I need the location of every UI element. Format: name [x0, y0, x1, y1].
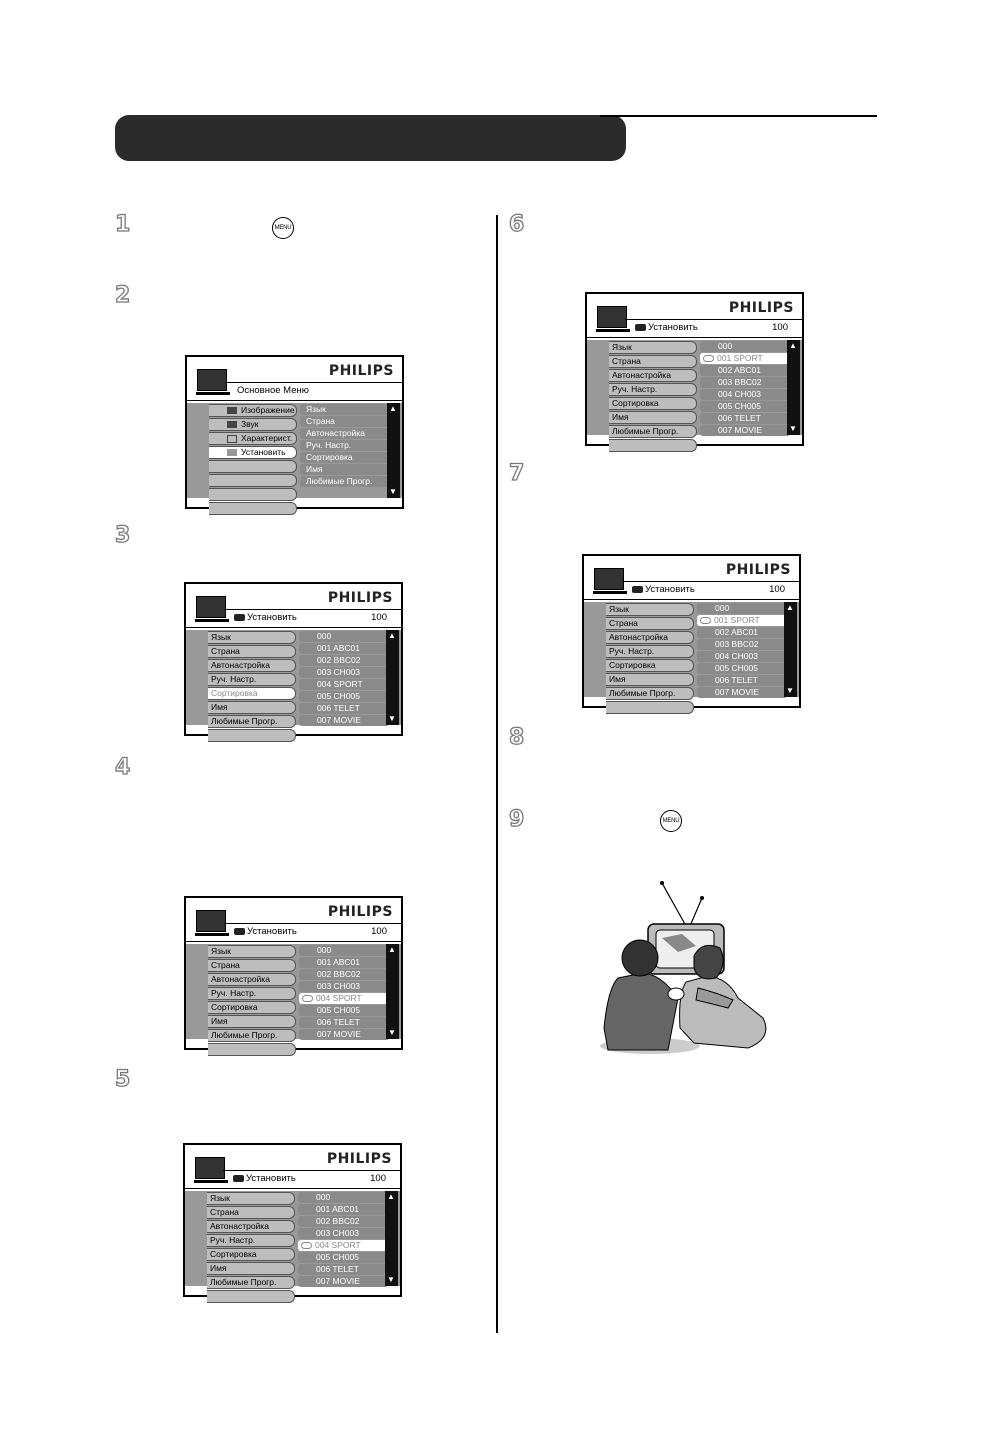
- header-line-2: [186, 627, 401, 628]
- scroll-up-icon[interactable]: ▲: [387, 1192, 395, 1201]
- step-number-6: 6: [509, 212, 525, 237]
- menu-body: [186, 944, 401, 1039]
- channel-item[interactable]: 002 BBC02: [299, 655, 389, 666]
- channel-item[interactable]: 000: [299, 631, 389, 642]
- channel-item[interactable]: [697, 615, 787, 626]
- channel-item[interactable]: 006 TELET: [299, 703, 389, 714]
- menu-title: [233, 1173, 296, 1184]
- menu-item-empty: [209, 460, 297, 473]
- channel-list: [697, 603, 787, 699]
- channel-item[interactable]: 003 CH003: [299, 667, 389, 678]
- menu-item[interactable]: Страна: [609, 355, 697, 368]
- scrollbar[interactable]: [385, 1191, 398, 1286]
- scroll-down-icon[interactable]: ▼: [786, 686, 794, 695]
- header-line-2: [187, 400, 402, 401]
- scroll-up-icon[interactable]: ▲: [388, 945, 396, 954]
- tv-icon: [195, 1157, 225, 1179]
- channel-item[interactable]: 002 BBC02: [299, 969, 389, 980]
- channel-item[interactable]: [298, 1240, 388, 1251]
- submenu-item-language[interactable]: Язык: [300, 404, 390, 415]
- menu-title-text: Установить: [645, 584, 695, 595]
- channel-item[interactable]: 007 MOVIE: [298, 1276, 388, 1287]
- scroll-up-icon[interactable]: ▲: [786, 603, 794, 612]
- channel-number: 100: [772, 322, 788, 333]
- menu-item[interactable]: Сортировка: [207, 1248, 295, 1261]
- channel-item[interactable]: 004 CH003: [697, 651, 787, 662]
- tv-icon: [196, 596, 226, 618]
- settings-icon: [233, 1175, 244, 1182]
- menu-item[interactable]: Сортировка: [606, 659, 694, 672]
- step-number-9: 9: [509, 807, 525, 832]
- menu-item-label: Характерист.: [241, 433, 293, 443]
- menu-item[interactable]: Язык: [208, 945, 296, 958]
- menu-body: [186, 630, 401, 725]
- speaker-icon: [227, 421, 237, 428]
- channel-item[interactable]: 005 CH005: [697, 663, 787, 674]
- menu-item-sound[interactable]: [209, 418, 297, 431]
- menu-item[interactable]: Любимые Прогр.: [207, 1276, 295, 1289]
- header-line: [622, 581, 799, 582]
- channel-item[interactable]: 005 CH005: [299, 1005, 389, 1016]
- menu-body: [587, 340, 802, 435]
- screen-install-step5: [183, 1143, 402, 1297]
- menu-title: Основное Меню: [237, 385, 309, 396]
- top-rule: [600, 115, 877, 117]
- tv-icon: [197, 369, 227, 391]
- step-number-8: 8: [509, 725, 525, 750]
- step-number-5: 5: [115, 1067, 131, 1092]
- scroll-down-icon[interactable]: ▼: [387, 1275, 395, 1284]
- header-line: [225, 382, 402, 383]
- channel-item[interactable]: [299, 993, 389, 1004]
- menu-body: [187, 403, 402, 498]
- channel-list: [700, 341, 790, 437]
- menu-item[interactable]: Страна: [208, 959, 296, 972]
- menu-item-empty: [208, 1043, 296, 1056]
- scroll-down-icon[interactable]: ▼: [388, 1028, 396, 1037]
- channel-item[interactable]: 001 ABC01: [299, 643, 389, 654]
- menu-item[interactable]: Любимые Прогр.: [208, 715, 296, 728]
- submenu-item-autotune[interactable]: Автонастройка: [300, 428, 390, 439]
- children-watching-tv-illustration: [598, 878, 798, 1058]
- settings-icon: [234, 614, 245, 621]
- column-divider: [496, 215, 498, 1333]
- menu-title: [234, 612, 297, 623]
- menu-title: [632, 584, 695, 595]
- menu-item-label: Звук: [241, 419, 259, 429]
- submenu-item-manual-tune[interactable]: Руч. Настр.: [300, 440, 390, 451]
- menu-item-install[interactable]: [209, 446, 297, 459]
- header-line: [224, 923, 401, 924]
- scrollbar[interactable]: [787, 340, 800, 435]
- menu-item[interactable]: Автонастройка: [208, 659, 296, 672]
- tv-icon: [597, 306, 627, 328]
- menu-item[interactable]: Язык: [208, 631, 296, 644]
- channel-item[interactable]: 002 BBC02: [298, 1216, 388, 1227]
- screen-main-menu: [185, 355, 404, 509]
- philips-logo: PHILIPS: [327, 904, 393, 920]
- menu-item[interactable]: Руч. Настр.: [208, 987, 296, 1000]
- menu-item[interactable]: Любимые Прогр.: [609, 425, 697, 438]
- step-number-2: 2: [115, 283, 131, 308]
- section-title-bar: [115, 115, 626, 161]
- menu-body: [584, 602, 799, 697]
- screen-install-step3: [184, 582, 403, 736]
- philips-logo: PHILIPS: [725, 562, 791, 578]
- menu-left-column: [208, 631, 296, 743]
- channel-item[interactable]: 005 CH005: [299, 691, 389, 702]
- scroll-down-icon[interactable]: ▼: [389, 487, 397, 496]
- screen-install-step7: [582, 554, 801, 708]
- menu-item[interactable]: Язык: [609, 341, 697, 354]
- scrollbar[interactable]: [387, 403, 400, 498]
- header-line-2: [186, 941, 401, 942]
- menu-item[interactable]: Сортировка: [208, 687, 296, 700]
- star-icon: [227, 435, 237, 443]
- channel-item[interactable]: 007 MOVIE: [299, 1029, 389, 1040]
- menu-item-features[interactable]: [209, 432, 297, 445]
- menu-item[interactable]: Автонастройка: [609, 369, 697, 382]
- move-cursor-icon: [302, 995, 313, 1002]
- scroll-up-icon[interactable]: ▲: [789, 341, 797, 350]
- channel-item[interactable]: 003 CH003: [299, 981, 389, 992]
- menu-item[interactable]: Сортировка: [609, 397, 697, 410]
- channel-number: 100: [769, 584, 785, 595]
- scrollbar[interactable]: [386, 944, 399, 1039]
- channel-item[interactable]: 007 MOVIE: [697, 687, 787, 698]
- step-number-7: 7: [509, 461, 525, 486]
- menu-item[interactable]: Руч. Настр.: [207, 1234, 295, 1247]
- submenu-item-country[interactable]: Страна: [300, 416, 390, 427]
- channel-label: 004 SPORT: [315, 1240, 361, 1250]
- menu-left-column: [207, 1192, 295, 1304]
- menu-left-column: [209, 404, 297, 516]
- menu-item[interactable]: Любимые Прогр.: [208, 1029, 296, 1042]
- menu-item[interactable]: Язык: [207, 1192, 295, 1205]
- menu-item[interactable]: Автонастройка: [606, 631, 694, 644]
- menu-item[interactable]: Язык: [606, 603, 694, 616]
- channel-number: 100: [371, 926, 387, 937]
- menu-title-text: Установить: [648, 322, 698, 333]
- channel-item[interactable]: 002 ABC01: [697, 627, 787, 638]
- menu-item[interactable]: Руч. Настр.: [606, 645, 694, 658]
- scroll-down-icon[interactable]: ▼: [388, 714, 396, 723]
- step-number-3: 3: [115, 523, 131, 548]
- step-number-1: 1: [115, 212, 131, 237]
- channel-item[interactable]: 001 ABC01: [298, 1204, 388, 1215]
- menu-item[interactable]: Сортировка: [208, 1001, 296, 1014]
- scroll-up-icon[interactable]: ▲: [388, 631, 396, 640]
- screen-install-step6: [585, 292, 804, 446]
- menu-left-column: [208, 945, 296, 1057]
- menu-item[interactable]: Имя: [609, 411, 697, 424]
- menu-item[interactable]: Страна: [207, 1206, 295, 1219]
- header-line-2: [587, 337, 802, 338]
- philips-logo: PHILIPS: [728, 300, 794, 316]
- channel-item[interactable]: [700, 353, 790, 364]
- move-cursor-icon: [703, 355, 714, 362]
- channel-item[interactable]: 002 ABC01: [700, 365, 790, 376]
- screen-install-step4: [184, 896, 403, 1050]
- tv-icon: [594, 568, 624, 590]
- menu-item-label: Установить: [241, 447, 286, 457]
- scroll-down-icon[interactable]: ▼: [789, 424, 797, 433]
- menu-item[interactable]: Руч. Настр.: [208, 673, 296, 686]
- menu-item-empty: [209, 474, 297, 487]
- channel-item[interactable]: 007 MOVIE: [299, 715, 389, 726]
- menu-title: [234, 926, 297, 937]
- channel-list: [299, 631, 389, 727]
- channel-item[interactable]: 007 MOVIE: [700, 425, 790, 436]
- step-number-4: 4: [115, 755, 131, 780]
- menu-title-text: Установить: [246, 1173, 296, 1184]
- settings-icon: [632, 586, 643, 593]
- menu-body: [185, 1191, 400, 1286]
- channel-item[interactable]: 000: [700, 341, 790, 352]
- menu-item-empty: [609, 439, 697, 452]
- header-line: [223, 1170, 400, 1171]
- channel-item[interactable]: 001 ABC01: [299, 957, 389, 968]
- menu-item[interactable]: Любимые Прогр.: [606, 687, 694, 700]
- submenu-item-name[interactable]: Имя: [300, 464, 390, 475]
- submenu-item-sort[interactable]: Сортировка: [300, 452, 390, 463]
- channel-list: [299, 945, 389, 1041]
- menu-title: [635, 322, 698, 333]
- menu-item[interactable]: Имя: [606, 673, 694, 686]
- menu-title-text: Установить: [247, 926, 297, 937]
- menu-item-empty: [209, 488, 297, 501]
- channel-list: [298, 1192, 388, 1288]
- menu-item[interactable]: Имя: [208, 1015, 296, 1028]
- menu-right-column: [300, 404, 390, 488]
- settings-icon: [234, 928, 245, 935]
- channel-label: 001 SPORT: [717, 353, 763, 363]
- channel-item[interactable]: 000: [298, 1192, 388, 1203]
- picture-icon: [227, 407, 237, 414]
- scrollbar[interactable]: [784, 602, 797, 697]
- scrollbar[interactable]: [386, 630, 399, 725]
- channel-item[interactable]: 004 CH003: [700, 389, 790, 400]
- channel-item[interactable]: 005 CH005: [700, 401, 790, 412]
- scroll-up-icon[interactable]: ▲: [389, 404, 397, 413]
- menu-left-column: [609, 341, 697, 453]
- channel-item[interactable]: 006 TELET: [299, 1017, 389, 1028]
- channel-item[interactable]: 006 TELET: [298, 1264, 388, 1275]
- menu-item[interactable]: Автонастройка: [208, 973, 296, 986]
- menu-item-empty: [606, 701, 694, 714]
- channel-item[interactable]: 003 BBC02: [700, 377, 790, 388]
- tv-icon: [196, 910, 226, 932]
- header-line: [224, 609, 401, 610]
- menu-item-empty: [209, 502, 297, 515]
- philips-logo: PHILIPS: [327, 590, 393, 606]
- menu-item[interactable]: Автонастройка: [207, 1220, 295, 1233]
- menu-item-label: Изображение: [241, 405, 295, 415]
- settings-icon: [635, 324, 646, 331]
- menu-item[interactable]: Страна: [606, 617, 694, 630]
- channel-number: 100: [370, 1173, 386, 1184]
- channel-item[interactable]: 005 CH005: [298, 1252, 388, 1263]
- menu-button-icon-2: MENU: [660, 810, 682, 832]
- menu-item[interactable]: Имя: [207, 1262, 295, 1275]
- menu-item-empty: [207, 1290, 295, 1303]
- channel-label: 004 SPORT: [316, 993, 362, 1003]
- move-cursor-icon: [301, 1242, 312, 1249]
- move-cursor-icon: [700, 617, 711, 624]
- header-line-2: [185, 1188, 400, 1189]
- header-line: [625, 319, 802, 320]
- channel-item[interactable]: 006 TELET: [697, 675, 787, 686]
- channel-number: 100: [371, 612, 387, 623]
- settings-icon: [227, 449, 237, 456]
- menu-left-column: [606, 603, 694, 715]
- menu-item[interactable]: Страна: [208, 645, 296, 658]
- menu-button-icon: MENU: [272, 217, 294, 239]
- menu-title-text: Установить: [247, 612, 297, 623]
- channel-item[interactable]: 000: [299, 945, 389, 956]
- menu-item[interactable]: Имя: [208, 701, 296, 714]
- philips-logo: PHILIPS: [328, 363, 394, 379]
- menu-item-picture[interactable]: [209, 404, 297, 417]
- menu-item-empty: [208, 729, 296, 742]
- channel-item[interactable]: 000: [697, 603, 787, 614]
- channel-item[interactable]: 004 SPORT: [299, 679, 389, 690]
- philips-logo: PHILIPS: [326, 1151, 392, 1167]
- channel-item[interactable]: 006 TELET: [700, 413, 790, 424]
- channel-label: 001 SPORT: [714, 615, 760, 625]
- menu-item[interactable]: Руч. Настр.: [609, 383, 697, 396]
- channel-item[interactable]: 003 CH003: [298, 1228, 388, 1239]
- header-line-2: [584, 599, 799, 600]
- submenu-item-favourites[interactable]: Любимые Прогр.: [300, 476, 390, 487]
- channel-item[interactable]: 003 BBC02: [697, 639, 787, 650]
